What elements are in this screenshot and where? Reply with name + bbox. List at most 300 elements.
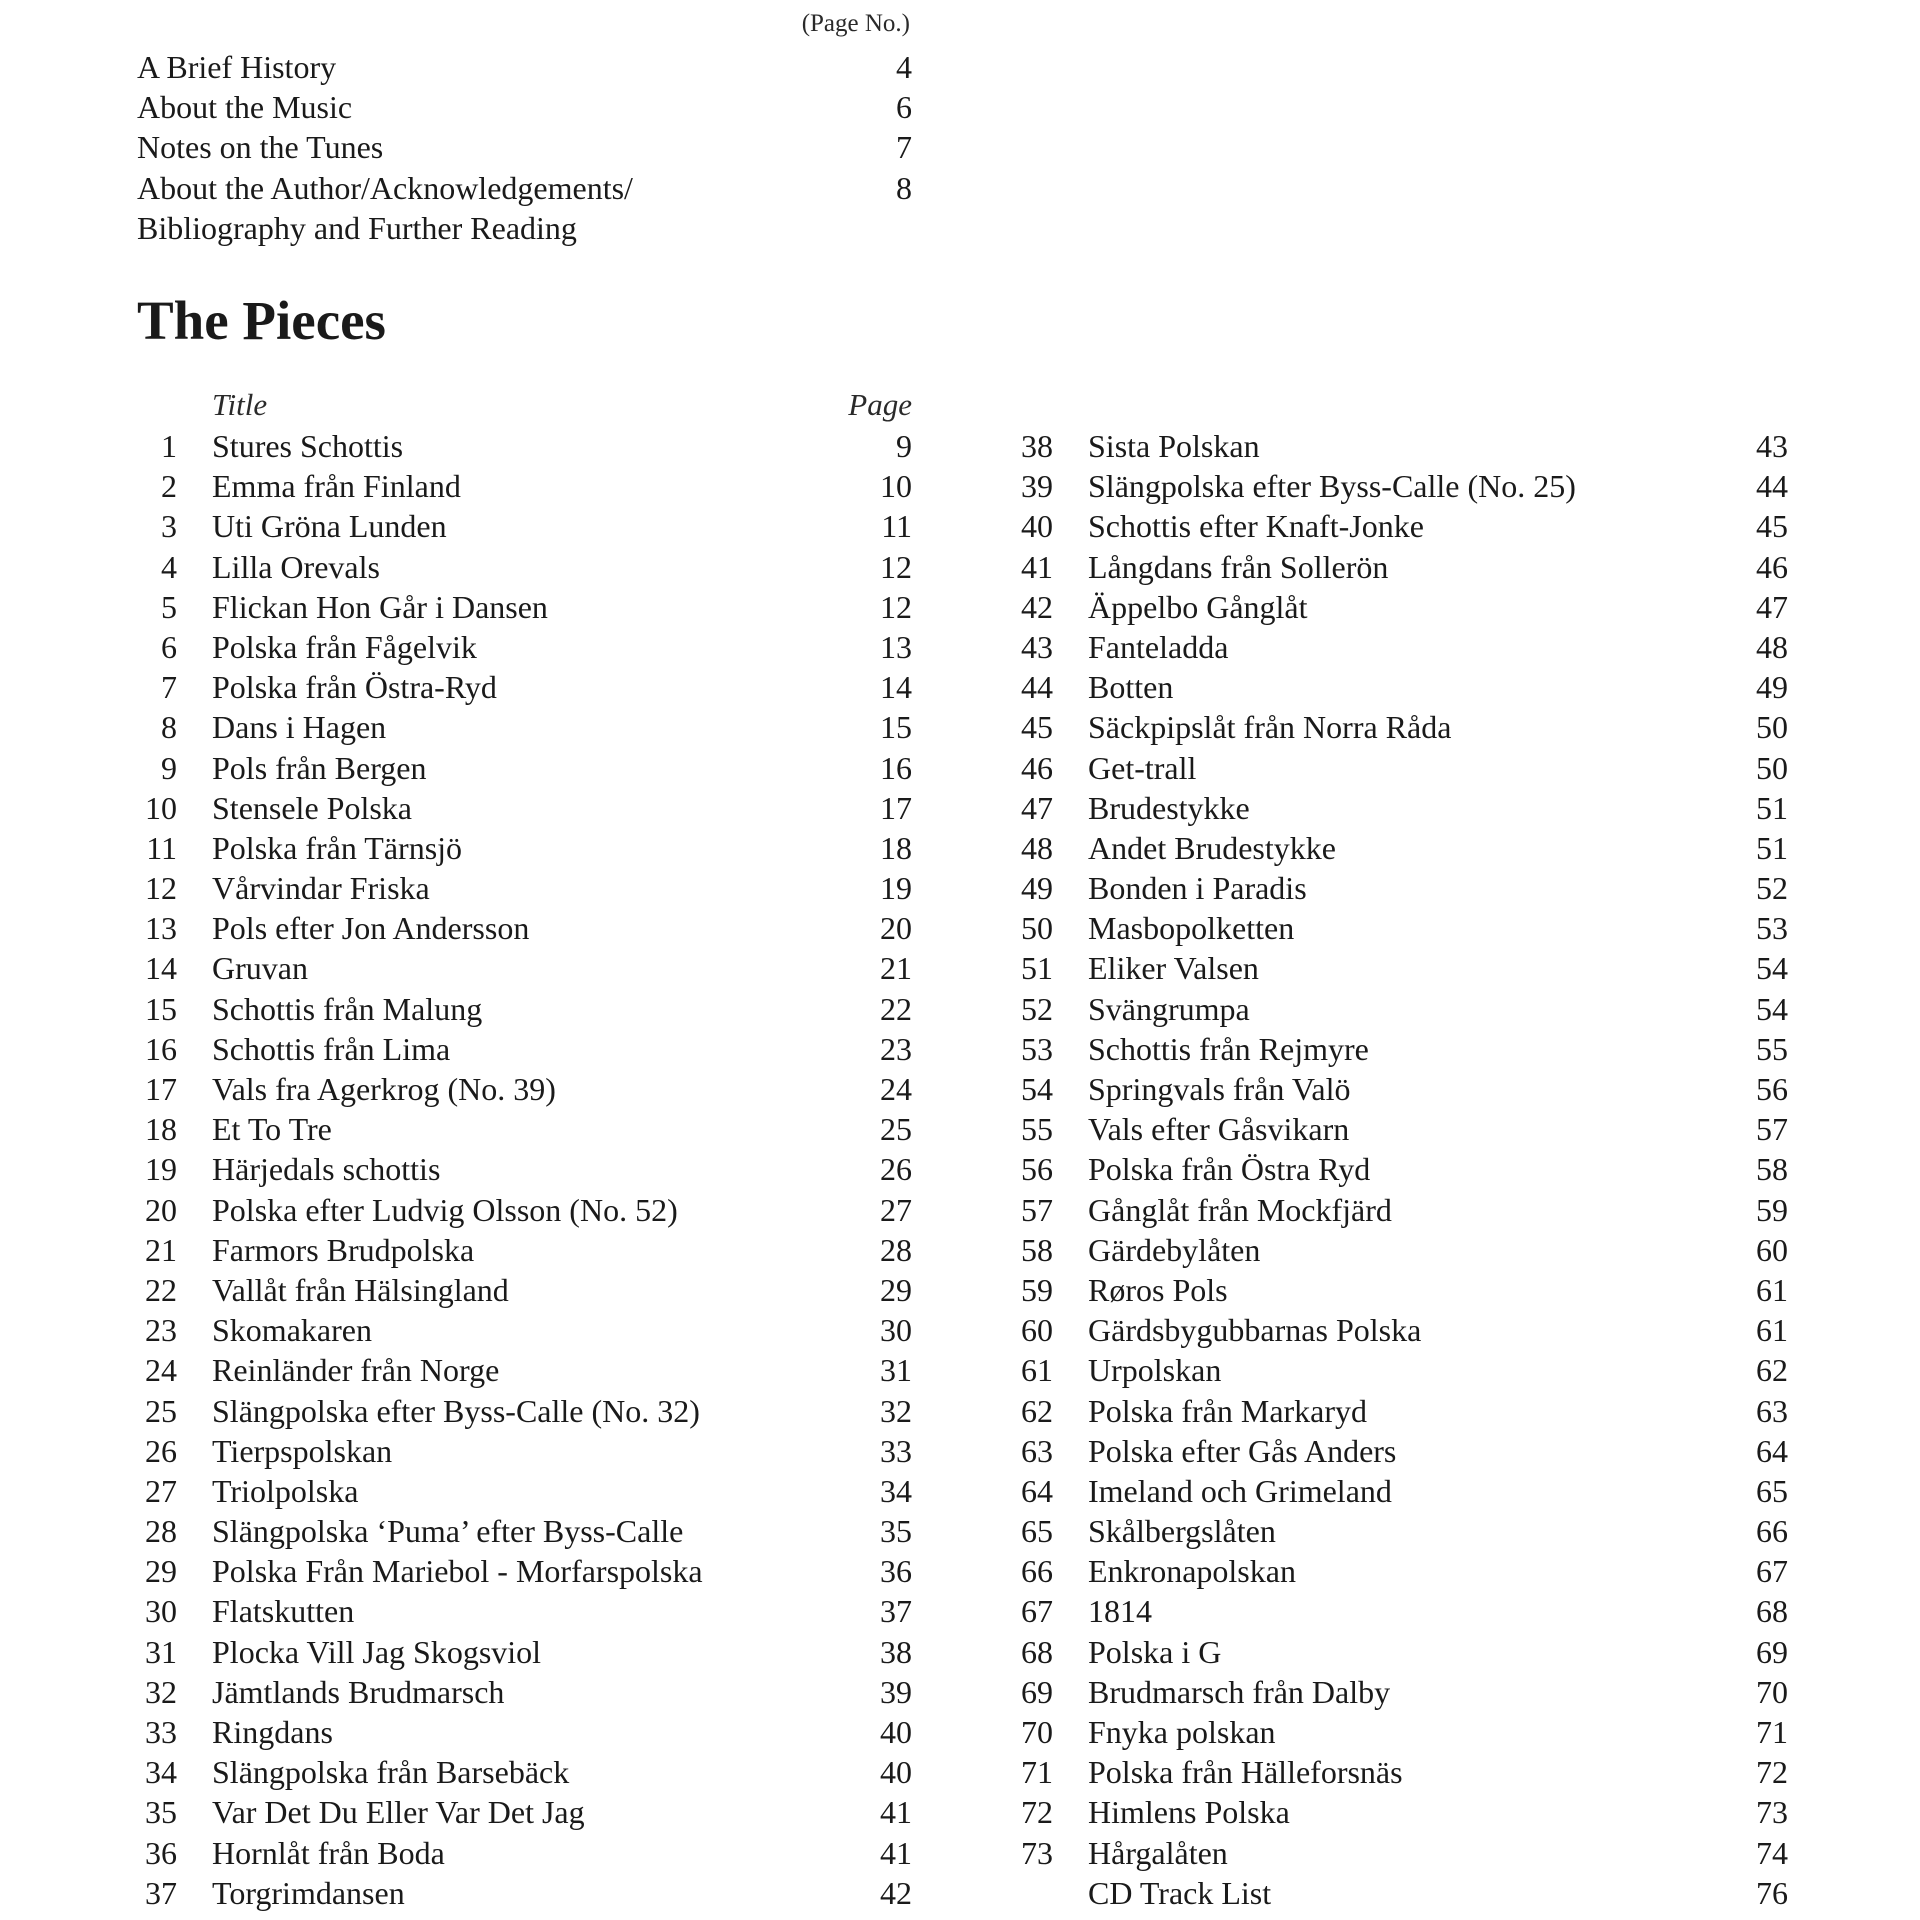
piece-title: Stures Schottis xyxy=(212,428,404,464)
piece-number: 65 xyxy=(1021,1513,1053,1550)
piece-entry[interactable] xyxy=(1013,466,1788,506)
piece-number: 42 xyxy=(1021,588,1053,625)
piece-title: Emma från Finland xyxy=(212,468,461,505)
piece-entry[interactable] xyxy=(1013,707,1788,747)
piece-entry[interactable] xyxy=(1013,1873,1788,1913)
piece-number: 16 xyxy=(145,1030,177,1067)
piece-entry[interactable] xyxy=(1013,788,1788,828)
piece-title: Brudmarsch från Dalby xyxy=(1088,1673,1391,1710)
piece-entry[interactable] xyxy=(137,627,912,667)
intro-item[interactable] xyxy=(137,47,912,87)
piece-page: 43 xyxy=(1756,428,1788,464)
piece-number: 40 xyxy=(1021,508,1053,545)
piece-title: Fnyka polskan xyxy=(1088,1714,1276,1750)
piece-title: Polska från Östra-Ryd xyxy=(212,669,497,706)
piece-title: Slängpolska från Barsebäck xyxy=(212,1754,570,1791)
piece-title: Schottis från Malung xyxy=(212,990,483,1027)
piece-page: 26 xyxy=(880,1151,912,1188)
piece-title: Reinländer från Norge xyxy=(212,1352,500,1389)
piece-entry[interactable] xyxy=(1013,1792,1788,1832)
intro-item[interactable] xyxy=(137,87,912,127)
intro-item[interactable] xyxy=(137,208,912,248)
piece-page: 71 xyxy=(1756,1714,1788,1750)
piece-title: Flatskutten xyxy=(212,1593,355,1630)
page-column-header: Page xyxy=(848,387,912,422)
piece-number xyxy=(1013,1873,1053,1913)
piece-number: 3 xyxy=(161,508,177,545)
piece-number: 7 xyxy=(161,669,177,706)
piece-number: 21 xyxy=(145,1231,177,1268)
piece-entry[interactable] xyxy=(137,1551,912,1591)
piece-entry[interactable] xyxy=(1013,627,1788,667)
piece-page: 47 xyxy=(1756,588,1788,625)
piece-page: 16 xyxy=(880,749,912,786)
piece-page: 68 xyxy=(1756,1593,1788,1630)
piece-entry[interactable] xyxy=(137,1190,912,1230)
piece-page: 59 xyxy=(1756,1191,1788,1228)
piece-page: 11 xyxy=(881,508,912,545)
piece-page: 61 xyxy=(1756,1271,1788,1308)
piece-number: 27 xyxy=(145,1472,177,1509)
piece-entry[interactable] xyxy=(137,466,912,506)
piece-entry[interactable] xyxy=(1013,1029,1788,1069)
piece-page: 39 xyxy=(880,1673,912,1710)
piece-number: 58 xyxy=(1021,1231,1053,1268)
piece-page: 45 xyxy=(1756,508,1788,545)
piece-number: 66 xyxy=(1021,1553,1053,1590)
piece-entry[interactable] xyxy=(137,547,912,587)
piece-page: 33 xyxy=(880,1432,912,1469)
piece-number: 26 xyxy=(145,1432,177,1469)
piece-entry[interactable] xyxy=(137,908,912,948)
piece-title: Schottis från Lima xyxy=(212,1030,451,1067)
piece-number: 11 xyxy=(146,829,177,866)
piece-number: 23 xyxy=(145,1312,177,1349)
piece-number: 31 xyxy=(145,1633,177,1670)
piece-number: 39 xyxy=(1021,468,1053,505)
piece-page: 36 xyxy=(880,1553,912,1590)
piece-page: 23 xyxy=(880,1030,912,1067)
piece-page: 76 xyxy=(1756,1874,1788,1911)
piece-title: Stensele Polska xyxy=(212,789,412,826)
piece-page: 29 xyxy=(880,1271,912,1308)
piece-title: Urpolskan xyxy=(1088,1352,1222,1389)
piece-entry[interactable] xyxy=(1013,1190,1788,1230)
piece-page: 64 xyxy=(1756,1432,1788,1469)
piece-page: 50 xyxy=(1756,749,1788,786)
piece-entry[interactable] xyxy=(1013,1672,1788,1712)
piece-page: 70 xyxy=(1756,1673,1788,1710)
piece-page: 28 xyxy=(880,1231,912,1268)
piece-entry[interactable] xyxy=(1013,1350,1788,1390)
piece-title: Plocka Vill Jag Skogsviol xyxy=(212,1633,542,1670)
piece-entry[interactable] xyxy=(137,1391,912,1431)
piece-entry[interactable] xyxy=(1013,1752,1788,1792)
piece-number: 51 xyxy=(1021,950,1053,987)
piece-page: 27 xyxy=(880,1191,912,1228)
pieces-list-left-column xyxy=(137,426,912,1913)
piece-page: 30 xyxy=(880,1312,912,1349)
piece-page: 51 xyxy=(1756,789,1788,826)
piece-number: 43 xyxy=(1021,628,1053,665)
intro-item-page: 4 xyxy=(896,49,912,85)
piece-entry[interactable] xyxy=(1013,1712,1788,1752)
piece-entry[interactable] xyxy=(137,1029,912,1069)
piece-title: Torgrimdansen xyxy=(212,1874,405,1911)
piece-number: 2 xyxy=(161,468,177,505)
piece-entry[interactable] xyxy=(1013,1431,1788,1471)
piece-page: 54 xyxy=(1756,990,1788,1027)
piece-page: 55 xyxy=(1756,1030,1788,1067)
piece-title: Gruvan xyxy=(212,950,308,987)
piece-number: 5 xyxy=(161,588,177,625)
piece-page: 60 xyxy=(1756,1231,1788,1268)
piece-title: CD Track List xyxy=(1088,1874,1272,1911)
piece-number: 48 xyxy=(1021,829,1053,866)
piece-entry[interactable] xyxy=(137,667,912,707)
piece-title: Masbopolketten xyxy=(1088,910,1295,947)
piece-entry[interactable] xyxy=(1013,1149,1788,1189)
piece-page: 13 xyxy=(880,628,912,665)
piece-title: Polska efter Gås Anders xyxy=(1088,1432,1397,1469)
piece-number: 10 xyxy=(145,789,177,826)
piece-title: Polska från Östra Ryd xyxy=(1088,1151,1371,1188)
piece-page: 52 xyxy=(1756,870,1788,907)
piece-entry[interactable] xyxy=(1013,587,1788,627)
piece-title: Et To Tre xyxy=(212,1111,332,1148)
piece-title: Enkronapolskan xyxy=(1088,1553,1296,1590)
piece-number: 29 xyxy=(145,1553,177,1590)
piece-title: Fanteladda xyxy=(1088,628,1229,665)
piece-number: 8 xyxy=(161,709,177,746)
piece-title: Långdans från Sollerön xyxy=(1088,548,1389,585)
piece-title: Slängpolska efter Byss-Calle (No. 32) xyxy=(212,1392,700,1429)
piece-page: 62 xyxy=(1756,1352,1788,1389)
piece-entry[interactable] xyxy=(1013,547,1788,587)
piece-number: 73 xyxy=(1021,1834,1053,1871)
piece-page: 41 xyxy=(880,1794,912,1831)
piece-entry[interactable] xyxy=(1013,1833,1788,1873)
piece-number: 12 xyxy=(145,870,177,907)
piece-entry[interactable] xyxy=(137,868,912,908)
piece-entry[interactable] xyxy=(137,1792,912,1832)
piece-entry[interactable] xyxy=(137,748,912,788)
piece-page: 40 xyxy=(880,1754,912,1791)
piece-title: Get-trall xyxy=(1088,749,1197,786)
piece-number: 15 xyxy=(145,990,177,1027)
piece-title: Polska Från Mariebol - Morfarspolska xyxy=(212,1553,703,1590)
piece-page: 14 xyxy=(880,669,912,706)
piece-entry[interactable] xyxy=(137,948,912,988)
piece-title: Bonden i Paradis xyxy=(1088,870,1307,907)
piece-number: 70 xyxy=(1021,1714,1053,1750)
piece-title: Sista Polskan xyxy=(1088,428,1260,464)
piece-page: 54 xyxy=(1756,950,1788,987)
piece-number: 35 xyxy=(145,1794,177,1831)
piece-title: Härjedals schottis xyxy=(212,1151,441,1188)
piece-number: 57 xyxy=(1021,1191,1053,1228)
piece-entry[interactable] xyxy=(1013,1310,1788,1350)
piece-entry[interactable] xyxy=(1013,667,1788,707)
piece-page: 69 xyxy=(1756,1633,1788,1670)
piece-page: 35 xyxy=(880,1513,912,1550)
piece-number: 14 xyxy=(145,950,177,987)
piece-number: 25 xyxy=(145,1392,177,1429)
piece-title: Polska efter Ludvig Olsson (No. 52) xyxy=(212,1191,678,1228)
piece-title: Brudestykke xyxy=(1088,789,1250,826)
piece-title: Ringdans xyxy=(212,1714,333,1750)
piece-page: 20 xyxy=(880,910,912,947)
piece-title: Skomakaren xyxy=(212,1312,372,1349)
piece-number: 37 xyxy=(145,1874,177,1911)
intro-item-title: A Brief History xyxy=(137,49,337,85)
intro-item[interactable] xyxy=(137,127,912,167)
piece-entry[interactable] xyxy=(137,1632,912,1672)
piece-entry[interactable] xyxy=(137,1149,912,1189)
piece-number: 50 xyxy=(1021,910,1053,947)
piece-number: 63 xyxy=(1021,1432,1053,1469)
piece-number: 6 xyxy=(161,628,177,665)
piece-page: 31 xyxy=(880,1352,912,1389)
piece-page: 56 xyxy=(1756,1071,1788,1107)
piece-number: 20 xyxy=(145,1191,177,1228)
piece-entry[interactable] xyxy=(1013,1471,1788,1511)
piece-entry[interactable] xyxy=(1013,989,1788,1029)
piece-title: Gärdebylåten xyxy=(1088,1231,1261,1268)
piece-title: 1814 xyxy=(1088,1593,1152,1630)
piece-number: 47 xyxy=(1021,789,1053,826)
piece-entry[interactable] xyxy=(1013,1270,1788,1310)
page-number-column-header: (Page No.) xyxy=(801,10,910,37)
piece-entry[interactable] xyxy=(137,1873,912,1913)
piece-number: 18 xyxy=(145,1111,177,1148)
piece-title: Gärdsbygubbarnas Polska xyxy=(1088,1312,1422,1349)
piece-page: 34 xyxy=(880,1472,912,1509)
piece-title: Vals fra Agerkrog (No. 39) xyxy=(212,1071,556,1107)
piece-page: 40 xyxy=(880,1714,912,1750)
piece-entry[interactable] xyxy=(1013,1632,1788,1672)
piece-title: Vallåt från Hälsingland xyxy=(212,1271,509,1308)
piece-number: 62 xyxy=(1021,1392,1053,1429)
piece-title: Lilla Orevals xyxy=(212,548,380,585)
piece-number: 19 xyxy=(145,1151,177,1188)
piece-number: 1 xyxy=(161,428,177,464)
piece-entry[interactable] xyxy=(137,1310,912,1350)
piece-entry[interactable] xyxy=(1013,748,1788,788)
piece-number: 53 xyxy=(1021,1030,1053,1067)
piece-page: 66 xyxy=(1756,1513,1788,1550)
piece-page: 46 xyxy=(1756,548,1788,585)
piece-page: 51 xyxy=(1756,829,1788,866)
piece-number: 24 xyxy=(145,1352,177,1389)
piece-title: Polska från Fågelvik xyxy=(212,628,477,665)
piece-page: 49 xyxy=(1756,669,1788,706)
piece-page: 18 xyxy=(880,829,912,866)
piece-entry[interactable] xyxy=(137,1712,912,1752)
intro-item-title: Bibliography and Further Reading xyxy=(137,209,577,246)
piece-title: Skålbergslåten xyxy=(1088,1513,1276,1550)
piece-title: Andet Brudestykke xyxy=(1088,829,1336,866)
piece-number: 28 xyxy=(145,1513,177,1550)
piece-page: 57 xyxy=(1756,1111,1788,1148)
piece-number: 45 xyxy=(1021,709,1053,746)
piece-page: 12 xyxy=(880,548,912,585)
piece-number: 56 xyxy=(1021,1151,1053,1188)
piece-entry[interactable] xyxy=(137,788,912,828)
piece-number: 38 xyxy=(1021,428,1053,464)
piece-title: Vals efter Gåsvikarn xyxy=(1088,1111,1350,1148)
piece-title: Triolpolska xyxy=(212,1472,359,1509)
piece-entry[interactable] xyxy=(1013,908,1788,948)
piece-title: Jämtlands Brudmarsch xyxy=(212,1673,505,1710)
piece-title: Vårvindar Friska xyxy=(212,870,430,907)
piece-entry[interactable] xyxy=(137,1591,912,1631)
piece-entry[interactable] xyxy=(137,1471,912,1511)
piece-number: 13 xyxy=(145,910,177,947)
piece-number: 17 xyxy=(145,1071,177,1107)
piece-entry[interactable] xyxy=(137,1270,912,1310)
piece-number: 49 xyxy=(1021,870,1053,907)
intro-contents-list xyxy=(137,47,912,248)
piece-entry[interactable] xyxy=(1013,1591,1788,1631)
piece-title: Imeland och Grimeland xyxy=(1088,1472,1392,1509)
piece-page: 24 xyxy=(880,1071,912,1107)
piece-entry[interactable] xyxy=(137,828,912,868)
piece-number: 68 xyxy=(1021,1633,1053,1670)
piece-entry[interactable] xyxy=(137,587,912,627)
piece-entry[interactable] xyxy=(1013,868,1788,908)
piece-title: Eliker Valsen xyxy=(1088,950,1259,987)
piece-entry[interactable] xyxy=(1013,1069,1788,1109)
piece-page: 10 xyxy=(880,468,912,505)
piece-page: 22 xyxy=(880,990,912,1027)
piece-title: Polska i G xyxy=(1088,1633,1222,1670)
piece-page: 50 xyxy=(1756,709,1788,746)
intro-item-page xyxy=(852,208,912,248)
piece-title: Hårgalåten xyxy=(1088,1834,1228,1871)
piece-number: 52 xyxy=(1021,990,1053,1027)
piece-title: Slängpolska ‘Puma’ efter Byss-Calle xyxy=(212,1513,684,1550)
piece-page: 12 xyxy=(880,588,912,625)
piece-entry[interactable] xyxy=(1013,828,1788,868)
piece-entry[interactable] xyxy=(1013,1551,1788,1591)
piece-number: 69 xyxy=(1021,1673,1053,1710)
piece-entry[interactable] xyxy=(137,1230,912,1270)
piece-title: Polska från Hälleforsnäs xyxy=(1088,1754,1403,1791)
piece-number: 67 xyxy=(1021,1593,1053,1630)
piece-title: Springvals från Valö xyxy=(1088,1071,1351,1107)
piece-title: Var Det Du Eller Var Det Jag xyxy=(212,1794,585,1831)
piece-entry[interactable] xyxy=(1013,948,1788,988)
piece-number: 61 xyxy=(1021,1352,1053,1389)
piece-page: 53 xyxy=(1756,910,1788,947)
piece-number: 54 xyxy=(1021,1071,1053,1107)
pieces-list-right-column xyxy=(1013,426,1788,1913)
piece-entry[interactable] xyxy=(137,506,912,546)
piece-entry[interactable] xyxy=(137,1109,912,1149)
piece-entry[interactable] xyxy=(1013,1230,1788,1270)
piece-number: 44 xyxy=(1021,669,1053,706)
piece-title: Polska från Markaryd xyxy=(1088,1392,1368,1429)
title-column-header: Title xyxy=(212,387,268,422)
piece-number: 71 xyxy=(1021,1754,1053,1791)
piece-page: 61 xyxy=(1756,1312,1788,1349)
piece-number: 46 xyxy=(1021,749,1053,786)
piece-title: Svängrumpa xyxy=(1088,990,1250,1027)
piece-number: 34 xyxy=(145,1754,177,1791)
piece-number: 4 xyxy=(161,548,177,585)
piece-number: 72 xyxy=(1021,1794,1053,1831)
piece-page: 17 xyxy=(880,789,912,826)
piece-title: Pols från Bergen xyxy=(212,749,427,786)
piece-title: Røros Pols xyxy=(1088,1271,1228,1308)
piece-title: Äppelbo Gånglåt xyxy=(1088,588,1308,625)
intro-item-title: Notes on the Tunes xyxy=(137,129,384,166)
piece-entry[interactable] xyxy=(1013,426,1788,466)
piece-number: 41 xyxy=(1021,548,1053,585)
piece-number: 36 xyxy=(145,1834,177,1871)
piece-page: 74 xyxy=(1756,1834,1788,1871)
intro-item-title: About the Music xyxy=(137,89,353,126)
piece-title: Gånglåt från Mockfjärd xyxy=(1088,1191,1392,1228)
piece-number: 64 xyxy=(1021,1472,1053,1509)
piece-entry[interactable] xyxy=(1013,1391,1788,1431)
piece-number: 22 xyxy=(145,1271,177,1308)
piece-page: 65 xyxy=(1756,1472,1788,1509)
piece-page: 44 xyxy=(1756,468,1788,505)
piece-title: Uti Gröna Lunden xyxy=(212,508,447,545)
piece-title: Dans i Hagen xyxy=(212,709,387,746)
piece-entry[interactable] xyxy=(1013,506,1788,546)
piece-entry[interactable] xyxy=(137,989,912,1029)
piece-entry[interactable] xyxy=(137,1752,912,1792)
intro-item[interactable] xyxy=(137,168,912,208)
piece-entry[interactable] xyxy=(137,1511,912,1551)
piece-title: Schottis efter Knaft-Jonke xyxy=(1088,508,1424,545)
piece-page: 42 xyxy=(880,1874,912,1911)
piece-page: 58 xyxy=(1756,1151,1788,1188)
piece-page: 72 xyxy=(1756,1754,1788,1791)
piece-entry[interactable] xyxy=(1013,1109,1788,1149)
piece-number: 32 xyxy=(145,1673,177,1710)
piece-entry[interactable] xyxy=(137,1672,912,1712)
piece-number: 60 xyxy=(1021,1312,1053,1349)
piece-title: Pols efter Jon Andersson xyxy=(212,910,530,947)
piece-number: 59 xyxy=(1021,1271,1053,1308)
intro-item-page: 7 xyxy=(896,129,912,166)
piece-title: Botten xyxy=(1088,669,1174,706)
piece-entry[interactable] xyxy=(137,1350,912,1390)
piece-page: 25 xyxy=(880,1111,912,1148)
piece-page: 19 xyxy=(880,870,912,907)
piece-entry[interactable] xyxy=(137,1833,912,1873)
piece-page: 15 xyxy=(880,709,912,746)
piece-page: 9 xyxy=(896,428,912,464)
piece-entry[interactable] xyxy=(137,707,912,747)
piece-entry[interactable] xyxy=(1013,1511,1788,1551)
piece-title: Tierpspolskan xyxy=(212,1432,393,1469)
piece-entry[interactable] xyxy=(137,1431,912,1471)
piece-page: 32 xyxy=(880,1392,912,1429)
piece-page: 67 xyxy=(1756,1553,1788,1590)
piece-title: Säckpipslåt från Norra Råda xyxy=(1088,709,1452,746)
piece-entry[interactable] xyxy=(137,1069,912,1109)
piece-page: 73 xyxy=(1756,1794,1788,1831)
piece-title: Hornlåt från Boda xyxy=(212,1834,445,1871)
piece-page: 41 xyxy=(880,1834,912,1871)
piece-entry[interactable] xyxy=(137,426,912,466)
piece-title: Schottis från Rejmyre xyxy=(1088,1030,1369,1067)
